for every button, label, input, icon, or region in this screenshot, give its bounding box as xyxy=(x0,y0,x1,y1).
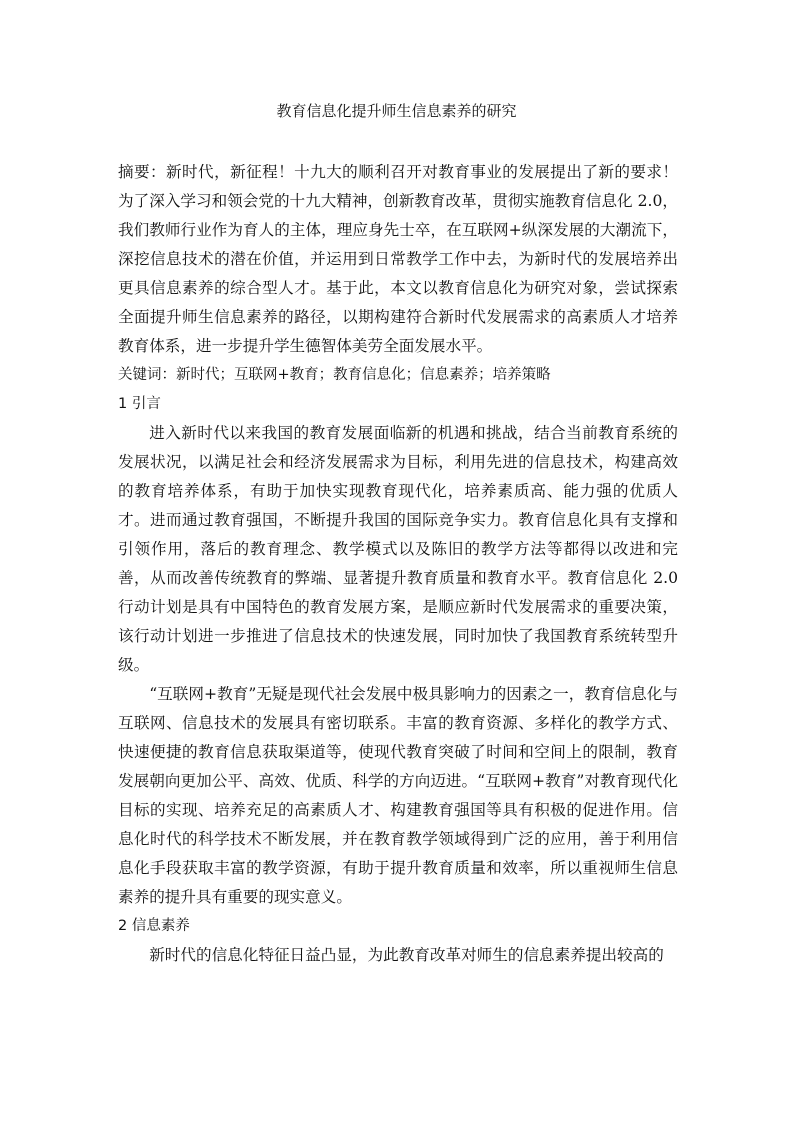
section-heading-introduction: 1 引言 xyxy=(118,396,161,412)
body-paragraph: 进入新时代以来我国的教育发展面临新的机遇和挑战，结合当前教育系统的发展状况，以满足社会和经济发展需求为目标，利用先进的信息技术，构建高效的教育培养体系，有助于加快实现教育现代化，培养素质高、能力强的优质人才。进而通过教育强国，不断提升我国的国际竞争实力。教育信息化具有支撑和引领作用，落后的教育理念、教学模式以及陈旧的教学方法等都得以改进和完善，从而改善传统教育的弊端、显著提升教育质量和教育水平。教育信息化 2.0 行动计划是具有中国特色的教育发展方案，是顺应新时代发展需求的重要决策，该行动计划进一步推进了信息技术的快速发展，同时加快了我国教育系统转型升级。 xyxy=(118,424,678,674)
body-paragraph: 新时代的信息化特征日益凸显，为此教育改革对师生的信息素养提出较高的 xyxy=(149,946,664,964)
body-paragraph: “互联网+教育”无疑是现代社会发展中极具影响力的因素之一，教育信息化与互联网、信息技术的发展具有密切联系。丰富的教育资源、多样化的教学方式、快速便捷的教育信息获取渠道等，使现代教育突破了时间和空间上的限制，教育发展朝向更加公平、高效、优质、科学的方向迈进。“互联网+教育”对教育现代化目标的实现、培养充足的高素质人才、构建教育强国等具有积极的促进作用。信息化时代的科学技术不断发展，并在教育教学领域得到广泛的应用，善于利用信息化手段获取丰富的教学资源，有助于提升教育质量和效率，所以重视师生信息素养的提升具有重要的现实意义。 xyxy=(118,685,678,906)
abstract-paragraph: 摘要：新时代，新征程！十九大的顺利召开对教育事业的发展提出了新的要求！为了深入学习和领会党的十九大精神，创新教育改革，贯彻实施教育信息化 2.0，我们教师行业作为育人的主体，理应身先士卒，在互联网+纵深发展的大潮流下，深挖信息技术的潜在价值，并运用到日常教学工作中去，为新时代的发展培养出更具信息素养的综合型人才。基于此，本文以教育信息化为研究对象，尝试探索全面提升师生信息素养的路径，以期构建符合新时代发展需求的高素质人才培养教育体系，进一步提升学生德智体美劳全面发展水平。 xyxy=(118,163,678,355)
page-title: 教育信息化提升师生信息素养的研究 xyxy=(276,102,517,120)
document-body xyxy=(118,158,678,970)
keywords-line: 关键词：新时代；互联网+教育；教育信息化；信息素养；培养策略 xyxy=(118,367,551,383)
section-heading-information-literacy: 2 信息素养 xyxy=(118,918,190,934)
